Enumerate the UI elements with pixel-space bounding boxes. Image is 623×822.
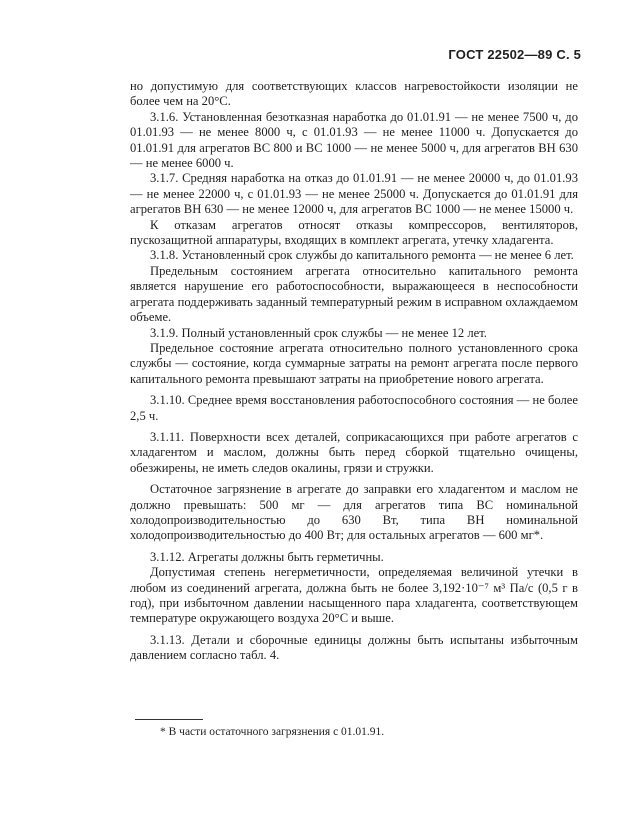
paragraph-3-1-6: 3.1.6. Установленная безотказная наработка до 01.01.91 — не менее 7500 ч, до 01.01.93 — не менее 8000 ч, с 01.01.93 — не менее 11000 ч. Допускается до 01.01.91 для агрегатов ВС 800 и ВС 1000 — не менее 5000 ч, для агрегатов ВН 630 — не менее 6000 ч. <box>130 109 578 171</box>
paragraph-limit-state-repair: Предельным состоянием агрегата относительно капитального ремонта является нарушение его работоспособности, выражающееся в неспособности агрегата поддерживать заданный температурный режим в исправном охлаждаемом объеме. <box>130 263 578 325</box>
paragraph-3-1-12: 3.1.12. Агрегаты должны быть герметичны. <box>150 549 384 564</box>
footnote: * В части остаточного загрязнения с 01.01.91. <box>160 726 385 738</box>
paragraph-3-1-13: 3.1.13. Детали и сборочные единицы должны быть испытаны избыточным давлением согласно табл. 4. <box>130 632 578 663</box>
footnote-divider <box>135 719 203 720</box>
paragraph-3-1-8: 3.1.8. Установленный срок службы до капитального ремонта — не менее 6 лет. <box>150 248 574 263</box>
body-text <box>130 79 578 664</box>
paragraph-3-1-11: 3.1.11. Поверхности всех деталей, соприкасающихся при работе агрегатов с хладагентом и маслом, должны быть перед сборкой тщательно очищены, обезжирены, не иметь следов окалины, грязи и стружки. <box>130 429 578 475</box>
paragraph-limit-state-service: Предельное состояние агрегата относительно полного установленного срока службы — состояние, когда суммарные затраты на ремонт агрегата после первого капитального ремонта превышают затраты на приобретение нового агрегата. <box>130 340 578 386</box>
paragraph-3-1-10: 3.1.10. Среднее время восстановления работоспособного состояния — не более 2,5 ч. <box>130 393 578 423</box>
page-header: ГОСТ 22502—89 С. 5 <box>448 47 581 62</box>
paragraph-residual-contamination: Остаточное загрязнение в агрегате до заправки его хладагентом и маслом не должно превышать: 500 мг — для агрегатов типа ВС номинальной холодопроизводительностью до 630 Вт, типа ВН номинальной холодопроизводительностью до 400 Вт; для остальных агрегатов — 600 мг*. <box>130 482 578 543</box>
paragraph-continuation: но допустимую для соответствующих классов нагревостойкости изоляции не более чем на 20°С. <box>130 79 578 109</box>
paragraph-3-1-9: 3.1.9. Полный установленный срок службы — не менее 12 лет. <box>150 325 487 340</box>
paragraph-leak-rate: Допустимая степень негерметичности, определяемая величиной утечки в любом из соединений агрегата, должна быть не более 3,192·10⁻⁷ м³ Па/с (0,5 г в год), при избыточном давлении насыщенного пара хладагента, соответствующем температуре окружающего воздуха 20°С и выше. <box>130 565 578 626</box>
paragraph-3-1-7: 3.1.7. Средняя наработка на отказ до 01.01.91 — не менее 20000 ч, до 01.01.93 — не менее 22000 ч, с 01.01.93 — не менее 25000 ч. Допускается до 01.01.91 для агрегатов ВН 630 — не менее 12000 ч, для агрегатов ВС 1000 — не менее 15000 ч. <box>130 171 578 217</box>
paragraph-failures: К отказам агрегатов относят отказы компрессоров, вентиляторов, пускозащитной аппаратуры, входящих в комплект агрегата, утечку хладагента. <box>130 217 578 248</box>
